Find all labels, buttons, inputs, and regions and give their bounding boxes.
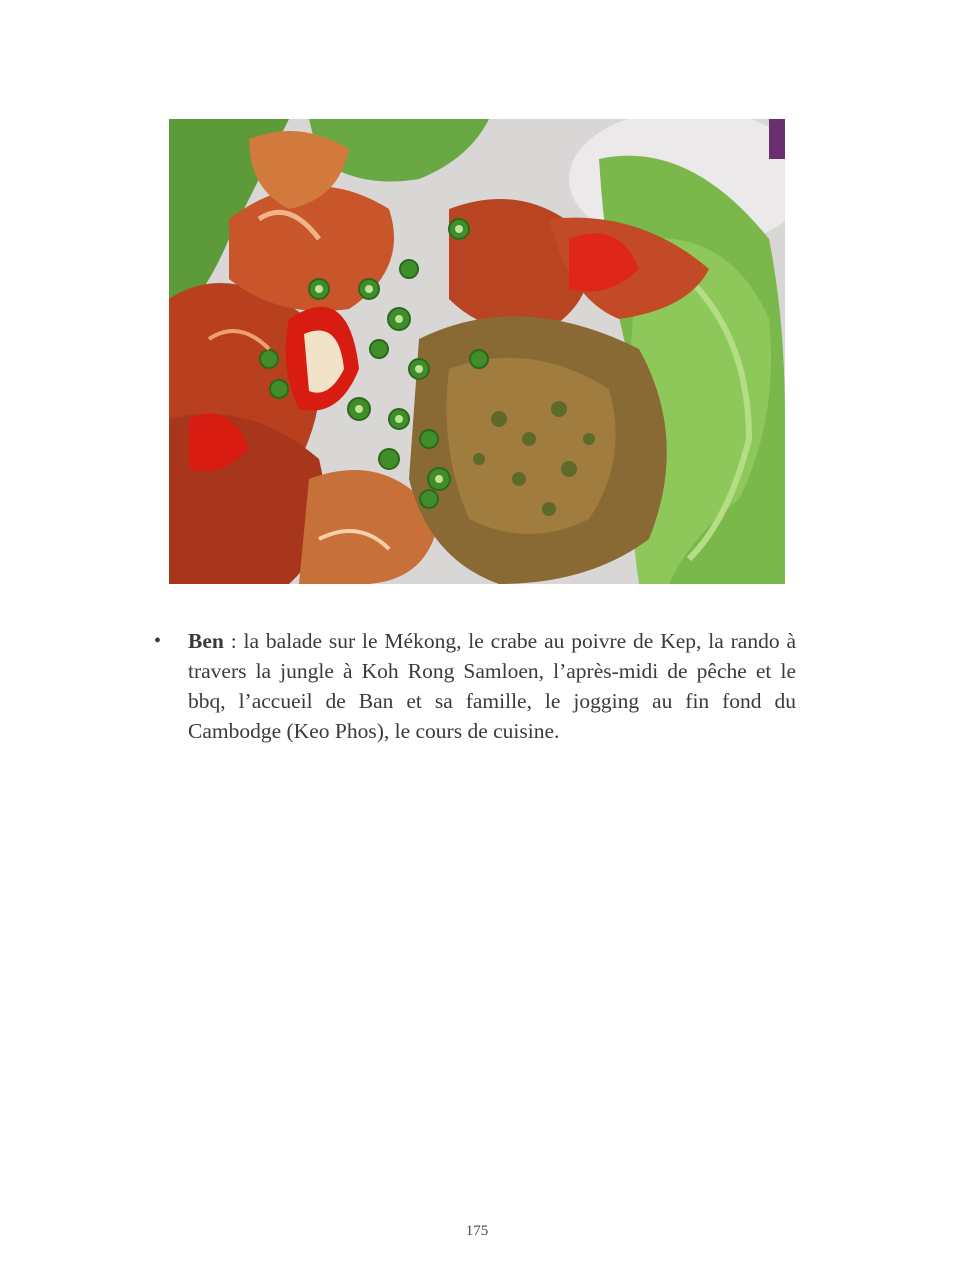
bullet-body: : la balade sur le Mékong, le crabe au poivre de Kep, la rando à travers la jungle à Koh Rong Samloen, l’après-midi de pêche et le bbq, l’accueil de Ban et sa famille, le jogging au fin fond du Cambodge (Keo Phos), le cours de cuisine. (188, 629, 796, 743)
bullet-list-item (154, 626, 796, 746)
bullet-name: Ben (188, 629, 224, 653)
crab-dish-image (169, 119, 785, 584)
bullet-paragraph (188, 626, 796, 746)
food-photo (169, 119, 785, 584)
page-number: 175 (465, 1223, 489, 1239)
bullet-dot-icon: • (154, 630, 162, 652)
